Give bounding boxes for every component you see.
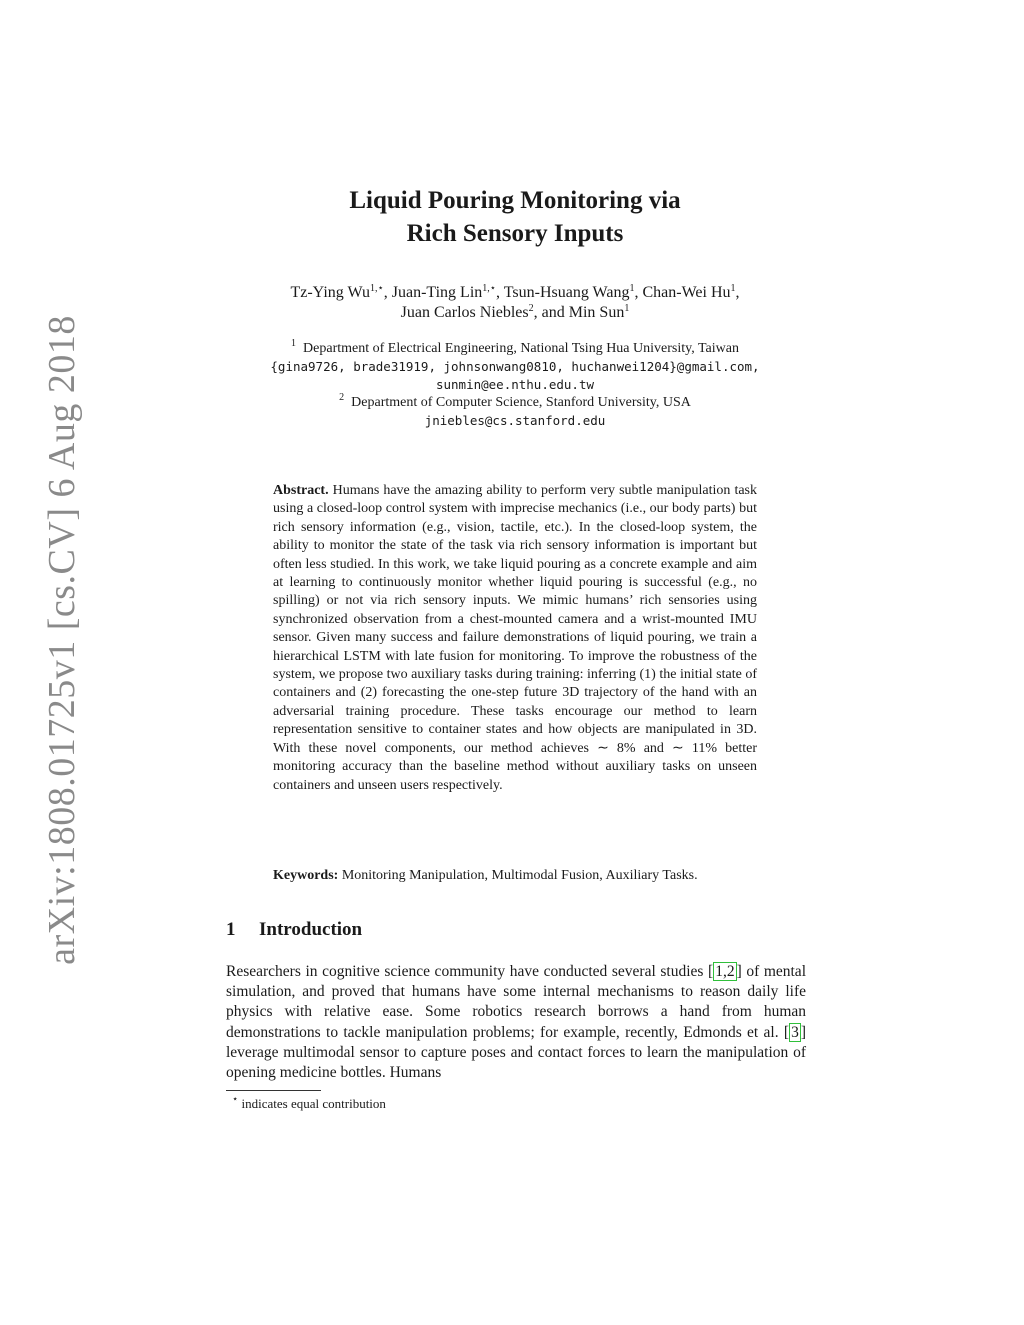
affiliation-1-text: Department of Electrical Engineering, National Tsing Hua University, Taiwan bbox=[303, 341, 739, 356]
abstract-text: Humans have the amazing ability to perform very subtle manipulation task using a closed-loop control system with imprecise mechanics (i.e., our body parts) but rich sensory information (e.g., vision, tactile, etc.). In the closed-loop system, the ability to monitor the state of the task via rich sensory information is important but often less studied. In this work, we take liquid pouring as a concrete example and aim at learning to continuously monitor whether liquid pouring is successful (e.g., no spilling) or not via rich sensory inputs. We mimic humans’ rich sensories using synchronized observation from a chest-mounted camera and a wrist-mounted IMU sensor. Given many success and failure demonstrations of liquid pouring, we train a hierarchical LSTM with late fusion for monitoring. To improve the robustness of the system, we propose two auxiliary tasks during training: inferring (1) the initial state of containers and (2) forecasting the one-step future 3D trajectory of the hand with an adversarial training procedure. These tasks encourage our method to learn representation sensitive to container states and how objects are manipulated in 3D. With these novel components, our method achieves ∼ 8% and ∼ 11% better monitoring accuracy than the baseline method without auxiliary tasks on unseen containers and unseen users respectively. bbox=[273, 483, 757, 793]
keywords-label: Keywords: bbox=[273, 868, 339, 883]
affiliation-1-email-2: sunmin@ee.nthu.edu.tw bbox=[435, 377, 595, 392]
author-name: Juan-Ting Lin bbox=[391, 284, 483, 301]
keywords-text: Monitoring Manipulation, Multimodal Fusion, Auxiliary Tasks. bbox=[341, 868, 698, 883]
author-name: Min Sun bbox=[568, 304, 625, 321]
abstract-label: Abstract. bbox=[273, 483, 329, 498]
keywords bbox=[273, 867, 793, 885]
author-affiliation-mark: 2 bbox=[528, 303, 534, 314]
author-affiliation-mark: 1,⋆ bbox=[369, 283, 384, 294]
author-separator: , bbox=[634, 284, 643, 301]
intro-text-3: leverage multimodal sensor to capture poses and contact forces to learn the manipulation of opening medicine bottles. Humans bbox=[226, 1043, 806, 1082]
footnote-text: indicates equal contribution bbox=[241, 1096, 386, 1111]
affiliation-mark: 2 bbox=[339, 392, 345, 403]
author-name: Chan-Wei Hu bbox=[642, 284, 731, 301]
footnote-mark: ⋆ bbox=[232, 1094, 239, 1105]
introduction-paragraph: Researchers in cognitive science community have conducted several studies [ 1,2 ] of mental simulation, and proved that humans have some internal mechanisms to reason daily life physics with relative ease. Some robotics research borrows a hand from human demonstrations to tackle manipulation problems; for example, recently, Edmonds et al. [ 3 ] leverage multimodal sensor to capture poses and contact forces to learn the manipulation of opening medicine bottles. Humans bbox=[226, 963, 806, 1082]
intro-text-2: of mental simulation, and proved that humans have some internal mechanisms to reason daily life physics with relative ease. Some robotics research borrows a hand from human demonstrations to tackle manipulation problems; for example, recently, Edmonds et al. bbox=[226, 963, 806, 1041]
section-number: 1 bbox=[226, 919, 236, 940]
author-separator: , bbox=[735, 284, 740, 301]
affiliation-block bbox=[0, 340, 1024, 430]
section-heading-introduction bbox=[226, 919, 362, 941]
author-name: Juan Carlos Niebles bbox=[400, 304, 529, 321]
author-affiliation-mark: 1,⋆ bbox=[482, 283, 497, 294]
author-affiliation-mark: 1 bbox=[629, 283, 635, 294]
footnote-divider bbox=[226, 1090, 321, 1091]
affiliation-mark: 1 bbox=[291, 338, 297, 349]
author-line-1 bbox=[0, 283, 1024, 303]
author-separator: , bbox=[383, 284, 392, 301]
abstract bbox=[273, 482, 757, 795]
author-separator: , bbox=[496, 284, 504, 301]
author-affiliation-mark: 1 bbox=[730, 283, 736, 294]
author-line-2 bbox=[0, 303, 1024, 323]
affiliation-2-email: jniebles@cs.stanford.edu bbox=[424, 413, 606, 428]
intro-text-1: Researchers in cognitive science community have conducted several studies bbox=[226, 963, 709, 980]
arxiv-identifier: arXiv:1808.01725v1 [cs.CV] 6 Aug 2018 bbox=[41, 315, 83, 965]
author-name: Tsun-Hsuang Wang bbox=[503, 284, 630, 301]
section-title: Introduction bbox=[259, 919, 363, 940]
citation-link[interactable]: 1,2 bbox=[715, 963, 735, 980]
author-separator: , and bbox=[533, 304, 569, 321]
title-line-2: Rich Sensory Inputs bbox=[406, 220, 624, 247]
affiliation-2-text: Department of Computer Science, Stanford University, USA bbox=[351, 395, 691, 410]
title-line-1: Liquid Pouring Monitoring via bbox=[349, 187, 681, 214]
affiliation-1 bbox=[0, 340, 1024, 358]
paper-title bbox=[0, 184, 1024, 250]
affiliation-1-emails: {gina9726, brade31919, johnsonwang0810, huchanwei1204}@gmail.com, bbox=[270, 359, 760, 374]
affiliation-2 bbox=[0, 394, 1024, 412]
author-affiliation-mark: 1 bbox=[624, 303, 630, 314]
citation-link[interactable]: 3 bbox=[791, 1023, 799, 1041]
author-name: Tz-Ying Wu bbox=[290, 284, 370, 301]
author-list bbox=[0, 283, 1024, 323]
footnote bbox=[232, 1096, 386, 1112]
